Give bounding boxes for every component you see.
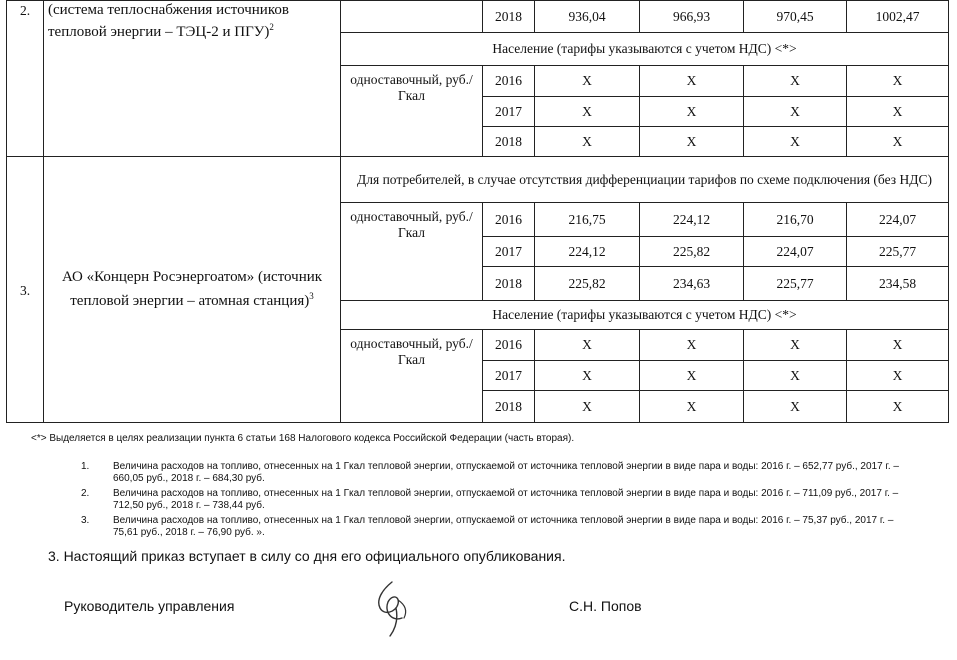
value-cell: 216,70 xyxy=(744,203,847,237)
rate-type-cell: одноставочный, руб./Гкал xyxy=(341,203,483,301)
value-cell: X xyxy=(847,66,949,97)
rate-type-cell: одноставочный, руб./Гкал xyxy=(341,330,483,423)
footnote-index: 3. xyxy=(81,515,90,526)
footnote-index: 2. xyxy=(81,488,90,499)
value-cell: X xyxy=(640,361,744,391)
value-cell: 234,58 xyxy=(847,267,949,301)
footnote-star: <*> Выделяется в целях реализации пункта 6 статьи 168 Налогового кодекса Российской Федерации (часть вторая). xyxy=(31,433,575,444)
year-cell: 2016 xyxy=(483,203,535,237)
population-header: Население (тарифы указываются с учетом НДС) <*> xyxy=(341,301,949,330)
value-cell: X xyxy=(847,361,949,391)
year-cell: 2016 xyxy=(483,66,535,97)
value-cell: 966,93 xyxy=(640,1,744,33)
year-cell: 2016 xyxy=(483,330,535,361)
year-cell: 2018 xyxy=(483,1,535,33)
value-cell: X xyxy=(744,330,847,361)
population-header: Население (тарифы указываются с учетом НДС) <*> xyxy=(341,33,949,66)
signatory-position: Руководитель управления xyxy=(64,598,235,614)
footnote-index: 1. xyxy=(81,461,90,472)
value-cell: X xyxy=(744,391,847,423)
table-row xyxy=(7,157,949,203)
value-cell: X xyxy=(535,330,640,361)
footnote-text: Величина расходов на топливо, отнесенных на 1 Гкал тепловой энергии, отпускаемой от источника тепловой энергии в виде пара и воды: 2016 г. – 652,77 руб., 2017 г. – 660,05 руб., 2018 г. – 684,30 руб. xyxy=(113,461,899,484)
value-cell: 234,63 xyxy=(640,267,744,301)
value-cell: X xyxy=(847,391,949,423)
value-cell: 970,45 xyxy=(744,1,847,33)
value-cell: 224,12 xyxy=(640,203,744,237)
blank-cell xyxy=(341,1,483,33)
tariff-table xyxy=(6,0,949,423)
value-cell: X xyxy=(744,66,847,97)
value-cell: 216,75 xyxy=(535,203,640,237)
value-cell: X xyxy=(640,127,744,157)
org-3-name: АО «Концерн Росэнергоатом» (источник тепловой энергии – атомная станция)$^3$ xyxy=(44,157,341,423)
year-cell: 2017 xyxy=(483,97,535,127)
value-cell: X xyxy=(535,66,640,97)
value-cell: X xyxy=(744,97,847,127)
year-cell: 2018 xyxy=(483,391,535,423)
footnote-item xyxy=(81,488,921,512)
value-cell: X xyxy=(535,127,640,157)
value-cell: X xyxy=(744,127,847,157)
footnotes xyxy=(81,461,921,542)
footnote-item xyxy=(81,515,921,539)
order-clause: 3. Настоящий приказ вступает в силу со дня его официального опубликования. xyxy=(48,548,566,564)
value-cell: X xyxy=(535,97,640,127)
value-cell: X xyxy=(640,330,744,361)
year-cell: 2017 xyxy=(483,361,535,391)
footnote-item xyxy=(81,461,921,485)
org-3-number: 3. xyxy=(7,157,44,423)
value-cell: 225,82 xyxy=(535,267,640,301)
value-cell: 936,04 xyxy=(535,1,640,33)
signature-image xyxy=(362,578,422,640)
value-cell: 1002,47 xyxy=(847,1,949,33)
value-cell: 225,77 xyxy=(744,267,847,301)
consumers-header: Для потребителей, в случае отсутствия дифференциации тарифов по схеме подключения (без НДС) xyxy=(341,157,949,203)
value-cell: 225,77 xyxy=(847,237,949,267)
value-cell: X xyxy=(640,391,744,423)
value-cell: X xyxy=(847,330,949,361)
value-cell: 224,12 xyxy=(535,237,640,267)
value-cell: X xyxy=(744,361,847,391)
value-cell: 225,82 xyxy=(640,237,744,267)
org-2-number: 2. xyxy=(7,1,44,157)
value-cell: X xyxy=(535,361,640,391)
year-cell: 2018 xyxy=(483,267,535,301)
footnote-text: Величина расходов на топливо, отнесенных на 1 Гкал тепловой энергии, отпускаемой от источника тепловой энергии в виде пара и воды: 2016 г. – 75,37 руб., 2017 г. – 75,61 руб., 2018 г. – 76,90 руб. ». xyxy=(113,515,894,538)
table-row xyxy=(7,1,949,33)
value-cell: 224,07 xyxy=(847,203,949,237)
year-cell: 2018 xyxy=(483,127,535,157)
value-cell: X xyxy=(640,66,744,97)
rate-type-cell: одноставочный, руб./Гкал xyxy=(341,66,483,157)
value-cell: X xyxy=(847,97,949,127)
value-cell: X xyxy=(640,97,744,127)
value-cell: 224,07 xyxy=(744,237,847,267)
value-cell: X xyxy=(535,391,640,423)
org-2-name: (система теплоснабжения источников тепловой энергии – ТЭЦ-2 и ПГУ)$^2$ xyxy=(44,1,341,157)
year-cell: 2017 xyxy=(483,237,535,267)
footnote-text: Величина расходов на топливо, отнесенных на 1 Гкал тепловой энергии, отпускаемой от источника тепловой энергии в виде пара и воды: 2016 г. – 711,09 руб., 2017 г. –712,50 руб., 2018 г. – 738,44 руб. xyxy=(113,488,899,511)
value-cell: X xyxy=(847,127,949,157)
signatory-name: С.Н. Попов xyxy=(569,598,642,614)
